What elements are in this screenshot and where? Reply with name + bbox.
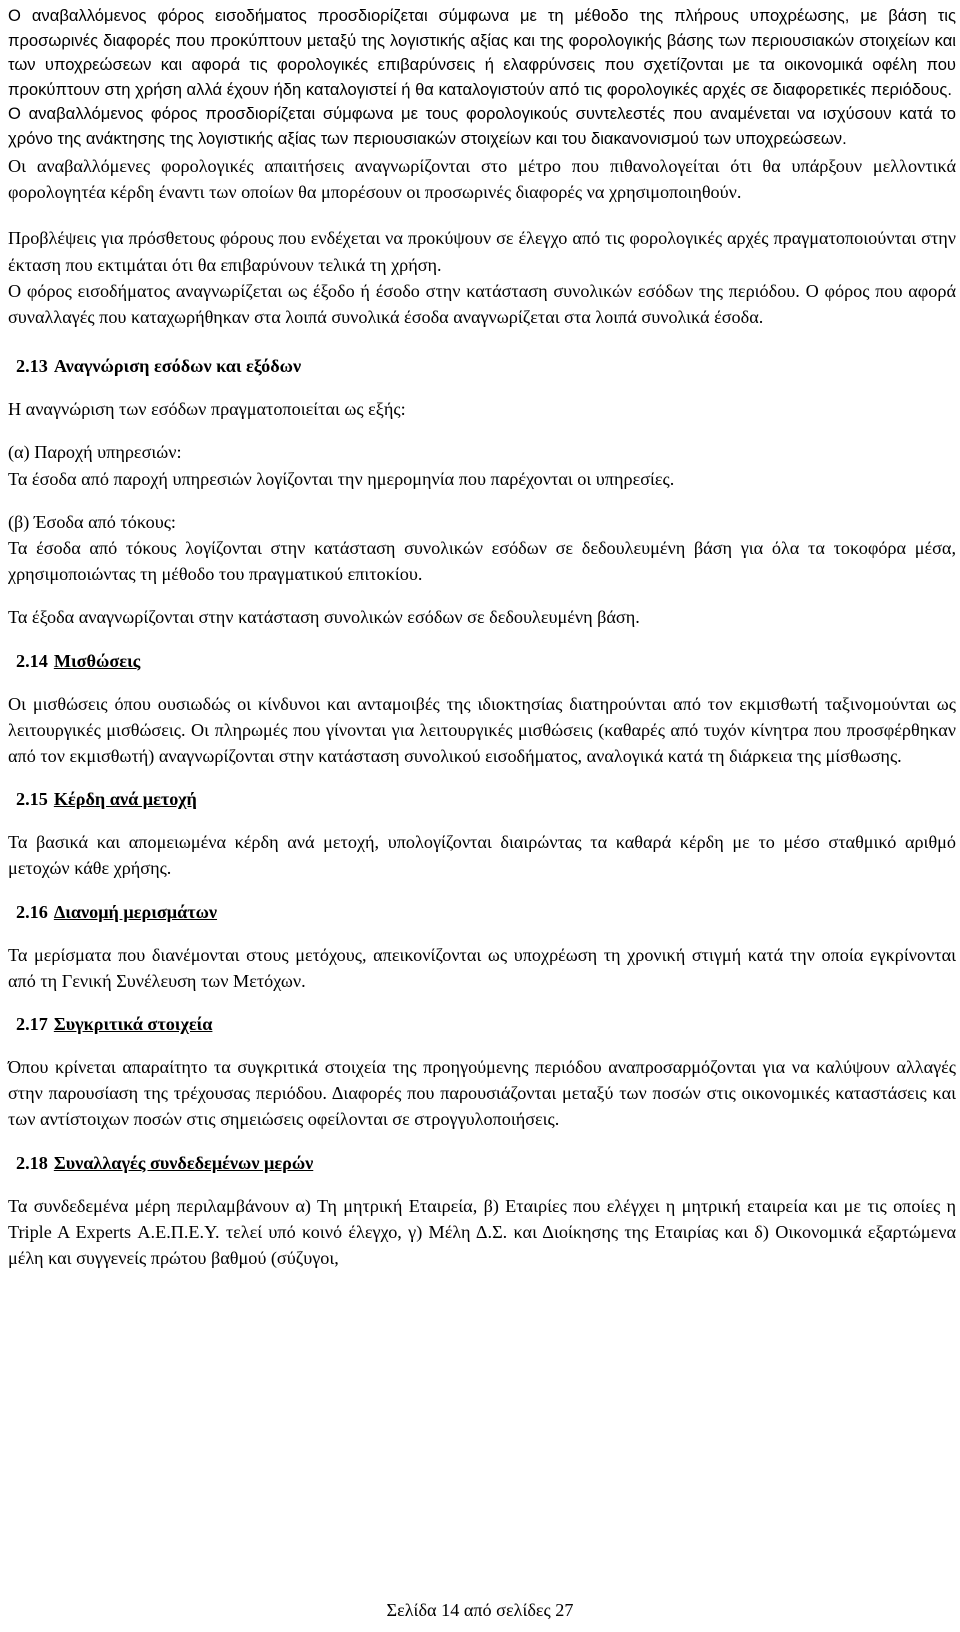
section-heading-2-17 [8, 1011, 956, 1037]
paragraph-earnings-per-share: Τα βασικά και απομειωμένα κέρδη ανά μετοχή, υπολογίζονται διαιρώντας τα καθαρά κέρδη με το μέσο σταθμικό αριθμό μετοχών κάθε χρήσης. [8, 832, 956, 879]
section-heading-2-13 [8, 353, 956, 379]
section-number: 2.18 [16, 1152, 48, 1173]
paragraph-interest-income: Τα έσοδα από τόκους λογίζονται στην κατάσταση συνολικών εσόδων σε δεδουλευμένη βάση για όλα τα τοκοφόρα μέσα, χρησιμοποιώντας τη μέθοδο του πραγματικού επιτοκίου. [8, 538, 956, 585]
section-title: Διανομή μερισμάτων [53, 901, 218, 922]
page-footer: Σελίδα 14 από σελίδες 27 [386, 1600, 574, 1620]
section-title: Μισθώσεις [53, 650, 141, 671]
paragraph-comparative-figures: Όπου κρίνεται απαραίτητο τα συγκριτικά στοιχεία της προηγούμενης περιόδου αναπροσαρμόζονται για να καλύψουν αλλαγές στην παρουσίαση της τρέχουσας περιόδου. Διαφορές που παρουσιάζονται μεταξύ των ποσών στις οικονομικές καταστάσεις και των αντίστοιχων ποσών στις σημειώσεις οφείλονται σε στρογγυλοποιήσεις. [8, 1057, 956, 1130]
section-heading-2-16 [8, 899, 956, 925]
section-number: 2.17 [16, 1014, 48, 1035]
paragraph-deferred-tax-method: Ο αναβαλλόμενος φόρος εισοδήματος προσδιορίζεται σύμφωνα με τη μέθοδο της πλήρους υποχρέωσης, με βάση τις προσωρινές διαφορές που προκύπτουν μεταξύ της λογιστικής αξίας και της φορολογικής βάσης των περιουσιακών στοιχείων και των υποχρεώσεων και αφορά τις φορολογικές επιβαρύνσεις ή ελαφρύνσεις που σχετίζονται με τα οικονομικά οφέλη που προκύπτουν στη χρήση αλλά έχουν ήδη καταλογιστεί ή θα καταλογιστούν από τις φορολογικές αρχές σε διαφορετικές περιόδους. [8, 6, 956, 99]
section-title: Αναγνώριση εσόδων και εξόδων [53, 356, 302, 377]
paragraph-dividend-distribution: Τα μερίσματα που διανέμονται στους μετόχους, απεικονίζονται ως υποχρέωση τη χρονική στιγμή κατά την οποία εγκρίνονται από τη Γενική Συνέλευση των Μετόχων. [8, 944, 956, 991]
paragraph-income-tax-recognition: Ο φόρος εισοδήματος αναγνωρίζεται ως έξοδο ή έσοδο στην κατάσταση συνολικών εσόδων της περιόδου. Ο φόρος που αφορά συναλλαγές που καταχωρήθηκαν στα λοιπά συνολικά έσοδα αναγνωρίζεται στα λοιπά συνολικά έσοδα. [8, 280, 956, 328]
label-interest-income: (β) Έσοδα από τόκους: [8, 511, 176, 532]
paragraph-expenses-recognition: Τα έξοδα αναγνωρίζονται στην κατάσταση συνολικών εσόδων σε δεδουλευμένη βάση. [8, 607, 640, 628]
section-number: 2.15 [16, 789, 48, 810]
section-heading-2-15 [8, 786, 956, 812]
section-title: Συναλλαγές συνδεδεμένων μερών [53, 1152, 314, 1173]
paragraph-tax-provisions: Προβλέψεις για πρόσθετους φόρους που ενδέχεται να προκύψουν σε έλεγχο από τις φορολογικές αρχές πραγματοποιούνται στην έκταση που εκτιμάται ότι θα επιβαρύνουν τελικά τη χρήση. [8, 228, 956, 275]
paragraph-leases: Οι μισθώσεις όπου ουσιωδώς οι κίνδυνοι και ανταμοιβές της ιδιοκτησίας διατηρούνται από τον εκμισθωτή ταξινομούνται ως λειτουργικές μισθώσεις. Οι πληρωμές που γίνονται για λειτουργικές μισθώσεις (καθαρές από τυχόν κίνητρα που προσφέρθηκαν από τον εκμισθωτή) αναγνωρίζονται στην κατάσταση συνολικού εισοδήματος, αναλογικά κατά τη διάρκεια της μίσθωσης. [8, 693, 956, 767]
section-number: 2.14 [16, 650, 48, 671]
paragraph-related-parties: Τα συνδεδεμένα μέρη περιλαμβάνουν α) Τη μητρική Εταιρεία, β) Εταιρίες που ελέγχει η μητρική εταιρεία και με τις οποίες η Triple A Experts Α.Ε.Π.Ε.Υ. τελεί υπό κοινό έλεγχο, γ) Μέλη Δ.Σ. και Διοίκησης της Εταιρίας και δ) Οικονομικά εξαρτώμενα μέλη και συγγενείς πρώτου βαθμού (σύζυγοι, [8, 1195, 956, 1269]
paragraph-services-revenue: Τα έσοδα από παροχή υπηρεσιών λογίζονται την ημερομηνία που παρέχονται οι υπηρεσίες. [8, 468, 675, 489]
section-number: 2.16 [16, 901, 48, 922]
label-services-revenue: (α) Παροχή υπηρεσιών: [8, 442, 182, 463]
section-title: Συγκριτικά στοιχεία [53, 1014, 213, 1035]
document-page [8, 4, 956, 1271]
paragraph-deferred-tax-rates: Ο αναβαλλόμενος φόρος προσδιορίζεται σύμφωνα με τους φορολογικούς συντελεστές που αναμένεται να ισχύσουν κατά το χρόνο της ανάκτησης της λογιστικής αξίας των περιουσιακών στοιχείων και του διακανονισμού των υποχρεώσεων. [8, 104, 956, 148]
section-heading-2-14 [8, 648, 956, 674]
paragraph-revenue-intro: Η αναγνώριση των εσόδων πραγματοποιείται ως εξής: [8, 399, 406, 420]
paragraph-deferred-tax-assets: Οι αναβαλλόμενες φορολογικές απαιτήσεις αναγνωρίζονται στο μέτρο που πιθανολογείται ότι θα υπάρξουν μελλοντικά φορολογητέα κέρδη έναντι των οποίων θα μπορέσουν οι προσωρινές διαφορές να χρησιμοποιηθούν. [8, 156, 956, 203]
section-number: 2.13 [16, 356, 48, 377]
section-title: Κέρδη ανά μετοχή [53, 789, 197, 810]
section-heading-2-18 [8, 1150, 956, 1176]
